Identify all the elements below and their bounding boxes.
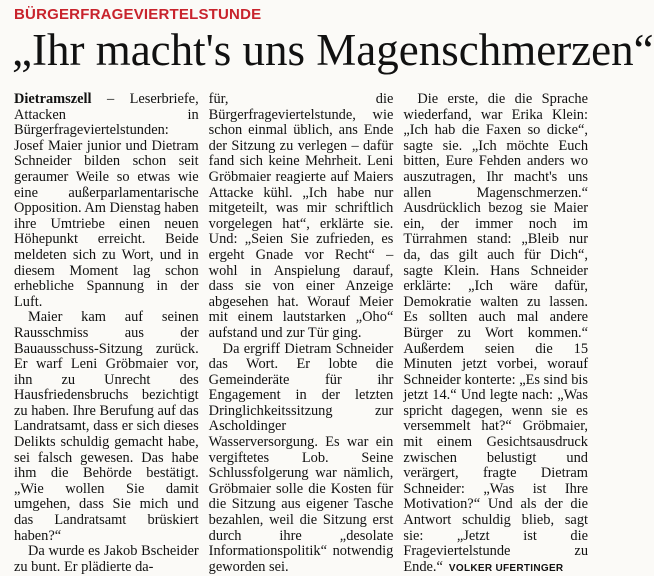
dateline: Dietramszell <box>14 91 92 107</box>
paragraph <box>403 92 588 576</box>
kicker: BÜRGERFRAGEVIERTELSTUNDE <box>14 6 262 23</box>
paragraph-text: Die erste, die die Sprache wiederfand, war Erika Klein: „Ich hab die Faxen so dicke“, sagte sie. „Ich möchte Euch bitten, Eure Fehden anders wo auszutragen, Ihr macht's uns allen Magenschmerzen.“ Ausdrücklich bezog sie Maier ein, der immer noch im Türrahmen stand: „Bleib nur da, das gilt auch für Dich“, sagte Klein. Hans Schneider erklärte: „Ich wäre dafür, Demokratie walten zu lassen. Es sollten auch mal andere Bürger zu Wort kommen.“ Außerdem seien die 15 Minuten jetzt vorbei, worauf Schneider konterte: „Es sind bis jetzt 14.“ Und legte nach: „Was spricht dagegen, wenn sie es versemmelt hat?“ Gröbmaier, mit einem Gesichtsausdruck zwischen belustigt und verärgert, fragte Dietram Schneider: „Was ist Ihre Motivation?“ Und als der die Antwort schuldig blieb, sagt sie: „Jetzt ist die Frageviertelstunde zu Ende.“ <box>403 91 589 575</box>
column-3 <box>403 91 589 575</box>
paragraph: Maier kam auf seinen Rausschmiss aus der Bauausschuss-Sitzung zurück. Er warf Leni Gröbmaier vor, ihn zu Unrecht des Hausfriedensbruchs bezichtigt zu haben. Ihre Berufung auf das Landratsamt, dass er sich dieses Delikts schuldig gemacht habe, sei falsch gewesen. Das habe ihm die Behörde bestätigt. „Wie wollen Sie damit umgehen, dass Sie mich und das Landratsamt brüskiert haben?“ <box>14 309 199 544</box>
column-2 <box>208 91 394 575</box>
column-1 <box>14 91 199 575</box>
paragraph: Da ergriff Dietram Schneider das Wort. Er lobte die Gemeinderäte für ihr Engagement in der letzten Dringlichkeitssitzung zur Ascholdinger Wasserversorgung. Es war ein vergiftetes Lob. Seine Schlussfolgerung war nämlich, Gröbmaier solle die Kosten für die Sitzung aus eigener Tasche bezahlen, weil die Sitzung erst durch ihre „desolate Informationspolitik“ notwendig geworden sei. <box>208 340 394 575</box>
article-body <box>14 91 589 575</box>
paragraph: Da wurde es Jakob Bscheider zu bunt. Er plädierte da- <box>14 543 199 575</box>
author-byline: VOLKER UFERTINGER <box>448 562 564 574</box>
paragraph-text: – Leserbriefe, Attacken in Bürgerfrageviertelstunden: Josef Maier junior und Dietram Schneider bilden schon seit geraumer Weile so etwas wie eine außerparlamentarische Opposition. Am Dienstag haben ihre Umtriebe einen neuen Höhepunkt erreicht. Beide meldeten sich zu Wort, und in diesem Moment lag schon erhebliche Spannung in der Luft. <box>14 91 199 310</box>
paragraph: für, die Bürgerfrageviertelstunde, wie schon einmal üblich, ans Ende der Sitzung zu verlegen – dafür fand sich keine Mehrheit. Leni Gröbmaier reagierte auf Maiers Attacke kühl. „Ich habe nur mitgeteilt, was mir schriftlich vorgelegen hat“, erklärte sie. Und: „Seien Sie zufrieden, es ergeht Gnade vor Recht“ – wohl in Anspielung darauf, dass sie von einer Anzeige abgesehen hat. Worauf Meier mit einem lautstarken „Oho“ aufstand und zur Tür ging. <box>208 91 394 341</box>
headline: „Ihr macht's uns Magenschmerzen“ <box>12 25 654 75</box>
paragraph <box>14 92 199 310</box>
